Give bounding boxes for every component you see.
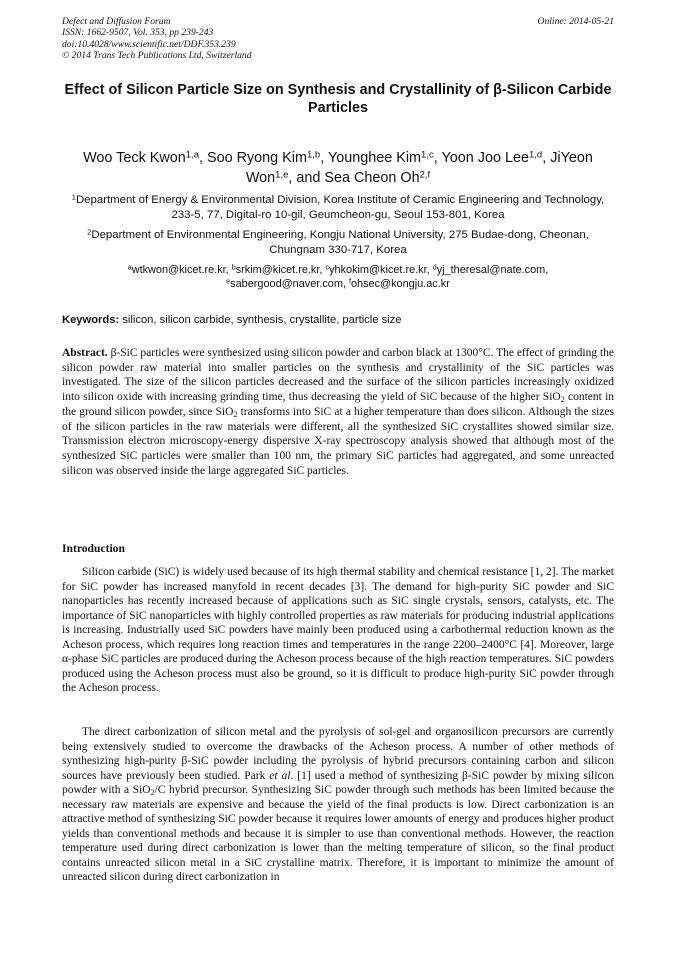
email: $^b$srkim@kicet.re.kr (231, 262, 320, 276)
intro-paragraph-2: The direct carbonization of silicon metal and the pyrolysis of sol-gel and organosilicon precursors are currently being extensively studied to overcome the drawbacks of the Acheson process. A number of other methods of synthesizing high-purity β-SiC powder including the pyrolysis of hybrid precursors containing carbon and silicon sources have previously been studied. Park et al. [1] used a method of synthesizing β-SiC powder by mixing silicon powder with a SiO$_2$/C hybrid precursor. Synthesizing SiC powder through such methods has been limited because the necessary raw materials are expensive and because the yield of the final products is low. Direct carbonization is an attractive method of synthesizing SiC powder because it requires lower amounts of energy and produces higher product yields than conventional methods and because it is simpler to use than conventional methods. However, the reaction temperature used during direct carbonization is lower than the melting temperature of silicon, so the final product contains unreacted silicon metal in a SiC crystalline matrix. Therefore, it is important to minimize the amount of unreacted silicon during direct carbonization in (62, 726, 614, 884)
author-list: Woo Teck Kwon$^{1,a}$, Soo Ryong Kim$^{1,b}$, Younghee Kim$^{1,c}$, Yoon Joo Lee$^{1,d}$, JiYeon Won$^{1,e}$, and Sea Cheon Oh$^{2,f}$ (83, 149, 593, 186)
section-heading-introduction: Introduction (62, 542, 125, 555)
keywords (62, 313, 614, 327)
author: JiYeon Won$^{1,e}$ (245, 150, 593, 186)
email: $^d$yj_theresal@nate.com (432, 262, 546, 276)
journal-issn: ISSN: 1662-9507, Vol. 353, pp 239-243 (62, 27, 214, 39)
email: $^f$ohsec@kongju.ac.kr (349, 276, 450, 290)
author: Younghee Kim$^{1,c}$ (327, 149, 434, 166)
email: $^e$sabergood@naver.com (226, 276, 343, 290)
intro-paragraph-1: Silicon carbide (SiC) is widely used because of its high thermal stability and chemical resistance [1, 2]. The market for SiC powder has increased manyfold in recent decades [3]. The demand for high-purity SiC powder and SiC nanoparticles has recently increased because of applications such as SiC single crystals, sensors, catalysts, etc. The importance of SiC nanoparticles with highly controlled properties as raw materials for producing industrial applications is increasing. Industrially used SiC powders have mainly been produced using a carbothermal reduction known as the Acheson process, which requires long reaction times and temperatures in the range 2200–2400°C [4]. Moreover, large α-phase SiC particles are produced during the Acheson process because of the high reaction temperatures. SiC powders produced using the Acheson process must also be ground, so it is difficult to produce high-purity SiC powder through the Acheson process. (62, 566, 614, 695)
author-emails: $^a$wtkwon@kicet.re.kr, $^b$srkim@kicet.re.kr, $^c$yhkokim@kicet.re.kr, $^d$yj_theresal@nate.com, $^e$sabergood@naver.com, $^f$ohsec@kongju.ac.kr (127, 262, 549, 290)
author: Woo Teck Kwon$^{1,a}$ (83, 149, 199, 166)
journal-copyright: © 2014 Trans Tech Publications Ltd, Switzerland (62, 50, 252, 62)
keywords-text: silicon, silicon carbide, synthesis, crystallite, particle size (122, 314, 402, 326)
email: $^c$yhkokim@kicet.re.kr (325, 262, 427, 276)
journal-doi: doi:10.4028/www.scientific.net/DDF.353.239 (62, 38, 236, 50)
keywords-label: Keywords: (62, 314, 120, 326)
journal-name: Defect and Diffusion Forum (62, 16, 171, 27)
affiliation-2: $^2$Department of Environmental Engineering, Kongju National University, 275 Budae-dong, Cheonan, Chungnam 330-717, Korea (87, 227, 589, 256)
affiliation-1: $^1$Department of Energy & Environmental Division, Korea Institute of Ceramic Engineering and Technology, 233-5, 77, Digital-ro 10-gil, Geumcheon-gu, Seoul 153-801, Korea (71, 192, 605, 221)
abstract: Abstract. β-SiC particles were synthesized using silicon powder and carbon black at 1300°C. The effect of grinding the silicon powder raw material into smaller particles on the synthesis and crystallinity of the SiC particles was investigated. The size of the silicon particles decreased and the surface of the silicon particles increasingly oxidized into silicon oxide with increasing grinding time, thus decreasing the yield of SiC because of the higher SiO$_2$ content in the ground silicon powder, since SiO$_2$ transforms into SiC at a higher temperature than does silicon. Although the sizes of the silicon particles in the raw materials were different, all the synthesized SiC crystallites showed similar size. Transmission electron microscopy-energy dispersive X-ray spectroscopy analysis showed that although most of the synthesized SiC particles were smaller than 100 nm, the primary SiC particles had aggregated, and some unreacted silicon was observed inside the large aggregated SiC particles. (62, 347, 615, 477)
online-date: Online: 2014-05-21 (537, 16, 614, 27)
paper-title: Effect of Silicon Particle Size on Synthesis and Crystallinity of β-Silicon Carbide Particles (64, 82, 612, 116)
journal-header (62, 16, 614, 62)
abstract-label: Abstract. (62, 347, 108, 359)
author: Soo Ryong Kim$^{1,b}$ (206, 149, 321, 166)
email: $^a$wtkwon@kicet.re.kr (127, 262, 226, 276)
author: Yoon Joo Lee$^{1,d}$ (441, 149, 543, 166)
author: Sea Cheon Oh$^{2,f}$ (324, 169, 431, 186)
